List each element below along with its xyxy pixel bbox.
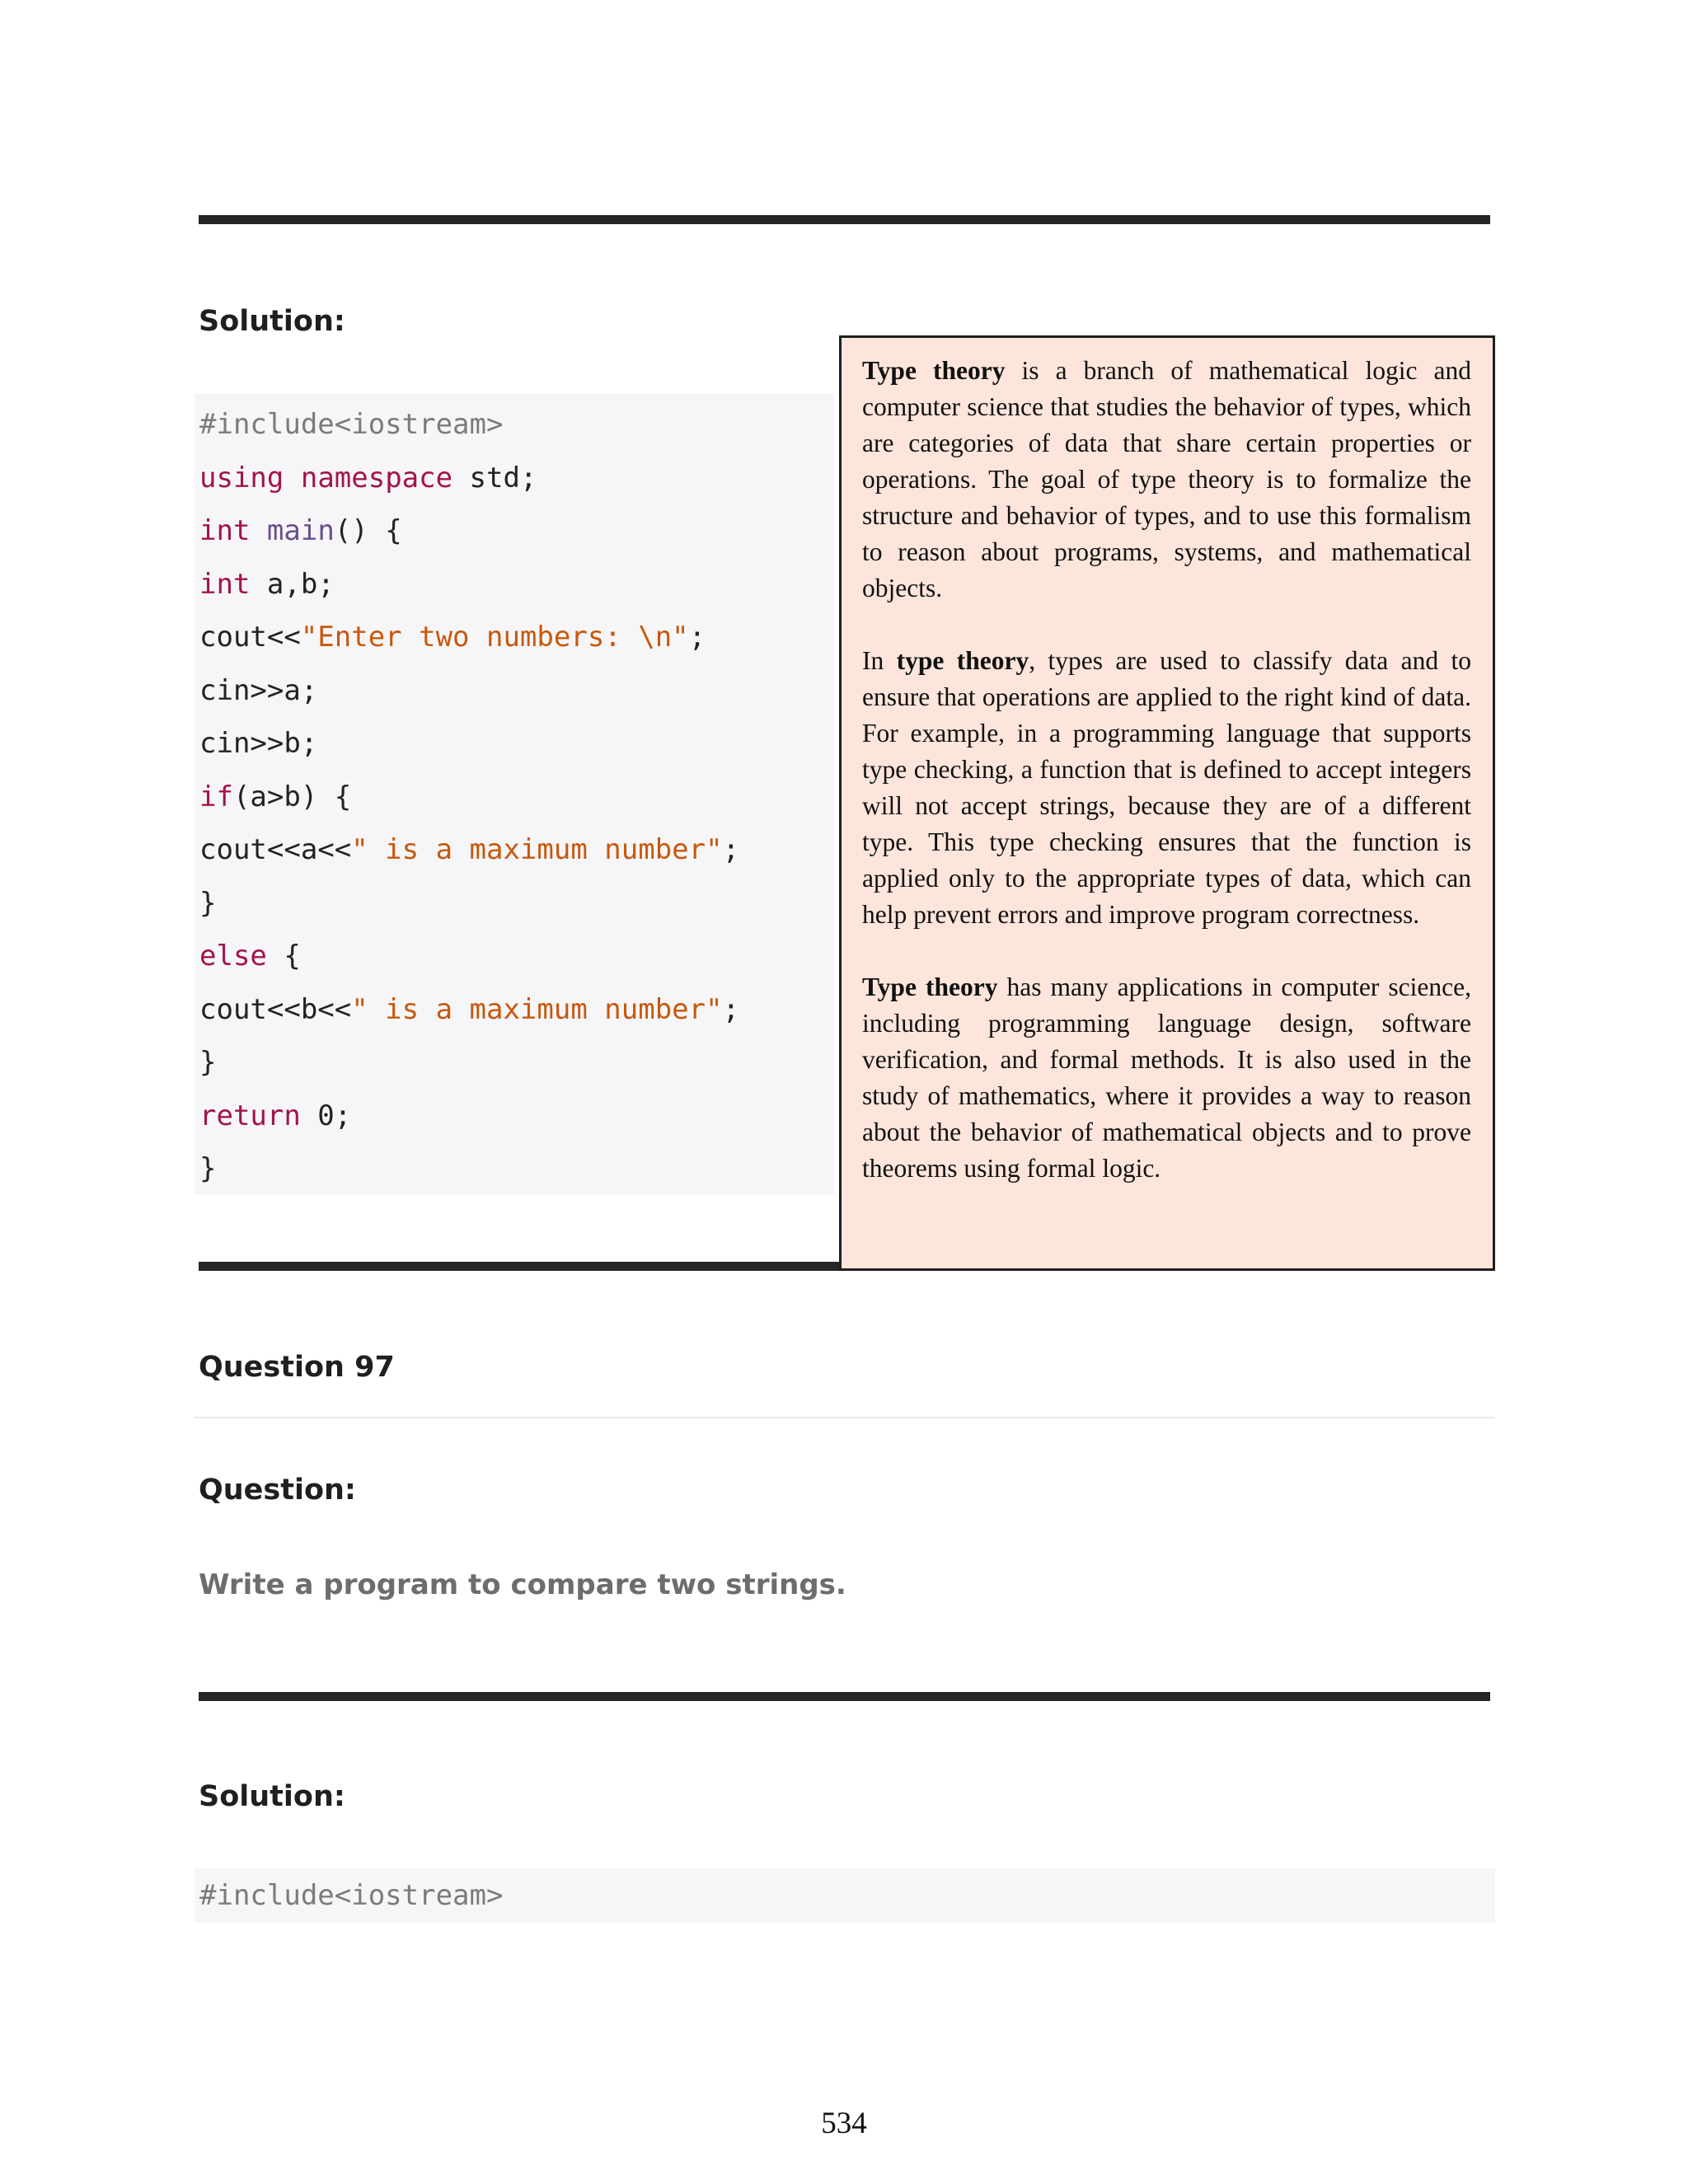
divider xyxy=(195,1417,1495,1418)
code-block-2 xyxy=(195,1868,1495,1923)
section-rule xyxy=(199,1262,842,1271)
code-line: cin>>a; xyxy=(199,673,318,707)
sidebar-paragraph: Type theory has many applications in computer science, including programming language design, software verification, and formal methods. It is also used in the study of mathematics, where it provides a way to reason about the behavior of mathematical objects and to prove theorems using formal logic. xyxy=(862,972,1471,1183)
code-line: int a,b; xyxy=(199,567,335,601)
code-line: cout<<b<<" is a maximum number"; xyxy=(199,992,740,1026)
code-line: int main() { xyxy=(199,514,402,547)
code-line: if(a>b) { xyxy=(199,780,352,813)
type-theory-sidebar xyxy=(839,335,1495,1271)
page-number: 534 xyxy=(821,2107,867,2140)
code-block xyxy=(195,394,834,1195)
solution-heading: Solution: xyxy=(199,305,345,338)
question-number-heading: Question 97 xyxy=(199,1351,395,1384)
sidebar-paragraph: In type theory, types are used to classify data and to ensure that operations are applied to the right kind of data. For example, in a programming language that supports type checking, a function that is defined to accept integers will not accept strings, because they are of a different type. This type checking ensures that the function is applied only to the appropriate types of data, which can help prevent errors and improve program correctness. xyxy=(862,646,1471,929)
solution-heading-2: Solution: xyxy=(199,1780,345,1813)
code-line: } xyxy=(199,886,217,920)
code-line: cin>>b; xyxy=(199,727,318,760)
top-rule xyxy=(199,215,1490,224)
section-rule-2 xyxy=(199,1692,1490,1701)
question-heading: Question: xyxy=(199,1474,356,1507)
code-line: cout<<a<<" is a maximum number"; xyxy=(199,833,740,866)
code-line: #include<iostream> xyxy=(199,408,504,441)
code-line: } xyxy=(199,1152,217,1185)
code-line: } xyxy=(199,1046,217,1079)
code-line: cout<<"Enter two numbers: \n"; xyxy=(199,621,706,654)
code-line: #include<iostream> xyxy=(199,1879,504,1912)
sidebar-paragraph: Type theory is a branch of mathematical logic and computer science that studies the behavior of types, which are categories of data that share certain properties or operations. The goal of type theory is to formalize the structure and behavior of types, and to use this formalism to reason about programs, systems, and mathematical objects. xyxy=(862,356,1471,602)
question-text: Write a program to compare two strings. xyxy=(199,1568,846,1601)
code-line: return 0; xyxy=(199,1099,352,1132)
code-line: else { xyxy=(199,940,301,972)
code-line: using namespace std; xyxy=(199,461,537,494)
